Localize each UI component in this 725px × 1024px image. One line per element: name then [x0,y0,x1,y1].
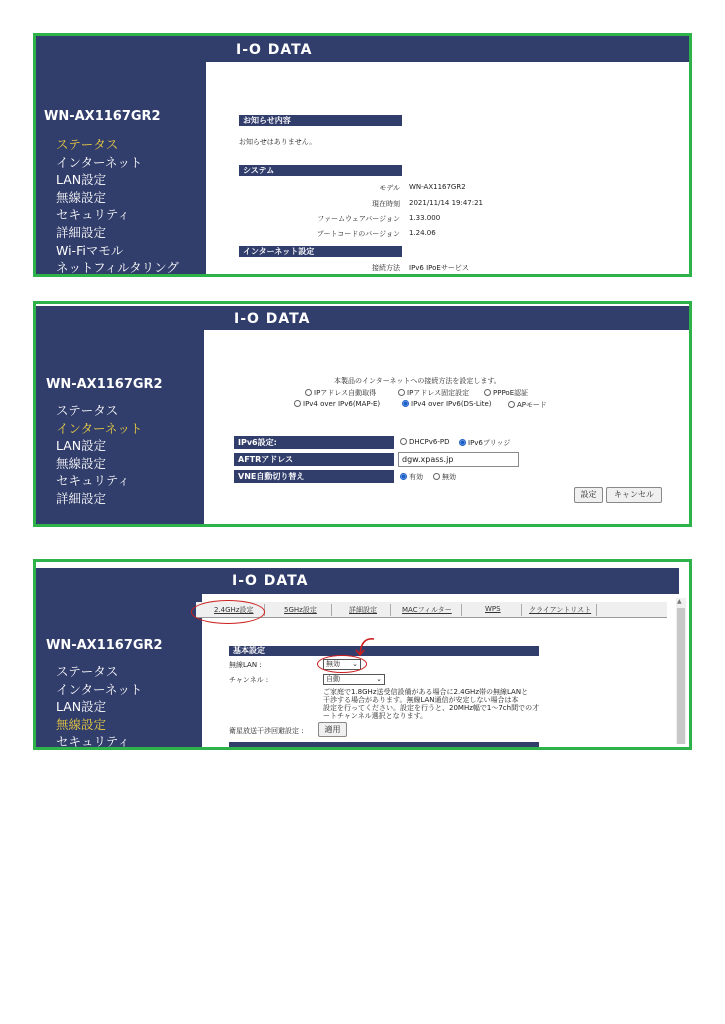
iodata-logo: I-O DATA [234,311,311,327]
wlan-label: 無線LAN : [229,661,262,669]
nav-item-lan[interactable]: LAN設定 [56,699,107,715]
internet-screenshot [33,301,692,527]
tab-24ghz[interactable]: 2.4GHz設定 [214,606,254,614]
intro-text: 本製品のインターネットへの接続方法を設定します。 [334,377,501,385]
nav-item-internet[interactable]: インターネット [56,681,143,697]
nav-item-internet[interactable]: インターネット [56,420,143,436]
model-name: WN-AX1167GR2 [44,109,161,124]
ipv6-option-dhcpv6-pd[interactable]: DHCPv6-PD [400,438,450,446]
nav-item-wireless[interactable]: 無線設定 [56,716,107,732]
nav-item-status[interactable]: ステータス [56,403,119,418]
status-screenshot [33,33,692,277]
chevron-down-icon: ⌄ [376,675,382,683]
note-line-3: 設定を行ってください。設定を行うと、20MHz幅で1〜7ch間での才 [323,704,540,712]
nav-item-internet[interactable]: インターネット [56,154,143,170]
nav-item-lan[interactable]: LAN設定 [56,438,107,454]
iodata-logo: I-O DATA [232,573,309,589]
iodata-logo: I-O DATA [236,42,313,58]
internet-header: インターネット設定 [239,246,402,257]
aftr-input[interactable]: dgw.xpass.jp [398,452,519,467]
notice-text: お知らせはありません。 [239,138,317,146]
cancel-button[interactable]: キャンセル [606,487,662,503]
mode-option-ap[interactable]: APモード [508,400,547,410]
row-label-time: 現在時刻 [372,200,400,208]
note-line-2: 干渉する場合があります。無線LAN通信が安定しない場合は本 [323,696,519,704]
nav-menu [56,663,142,750]
tab-divider [390,604,391,616]
tab-divider [331,604,332,616]
note-line-4: ートチャンネル選択となります。 [323,712,428,720]
mode-option-dhcp[interactable]: IPアドレス自動取得 [305,388,376,398]
row-value-model: WN-AX1167GR2 [409,183,466,191]
mode-option-pppoe[interactable]: PPPoE認証 [484,388,528,398]
tab-wps[interactable]: WPS [485,605,501,613]
nav-item-advanced[interactable]: 詳細設定 [56,490,107,506]
row-label-model: モデル [379,184,400,192]
mode-option-ds-lite[interactable]: IPv4 over IPv6(DS-Lite) [402,400,492,408]
model-name: WN-AX1167GR2 [46,638,163,653]
row-value-bootcode: 1.24.06 [409,229,436,237]
nav-item-status[interactable]: ステータス [56,137,119,152]
system-header: システム [239,165,402,176]
wlan-select[interactable]: 無効 ⌄ [323,659,361,670]
nav-item-security[interactable]: セキュリティ [56,473,130,489]
tab-divider [596,604,597,616]
nav-item-advanced[interactable]: 詳細設定 [56,224,107,240]
nav-menu [56,136,179,277]
wireless-screenshot [33,559,692,750]
channel-select[interactable]: 自動 ⌄ [323,674,385,685]
row-value-firmware: 1.33.000 [409,214,441,222]
note-line-1: ご家庭で1.8GHz送受信設備がある場合に2.4GHz帯の無線LANと [323,688,529,696]
nav-item-status[interactable]: ステータス [56,664,119,679]
tab-divider [521,604,522,616]
interference-label: 衛星放送干渉回避設定 : [229,727,304,735]
tab-5ghz[interactable]: 5GHz設定 [284,606,317,614]
tab-client-list[interactable]: クライアントリスト [529,606,592,614]
tab-advanced[interactable]: 詳細設定 [349,606,377,614]
red-arrow-icon [350,636,378,660]
tab-divider [461,604,462,616]
apply-button[interactable]: 適用 [318,722,347,737]
conn-label: 接続方法 [372,264,400,272]
highlight-circle-tab [191,600,265,624]
notice-header: お知らせ内容 [239,115,402,126]
row-label-bootcode: ブートコードのバージョン [316,230,400,238]
ipv6-label: IPv6設定: [234,436,394,449]
tab-mac-filter[interactable]: MACフィルター [402,606,452,614]
scroll-thumb[interactable] [677,608,685,744]
vne-option-off[interactable]: 無効 [433,472,456,482]
nav-menu [56,402,142,508]
ipv6-option-bridge[interactable]: IPv6ブリッジ [459,438,510,448]
nav-item-security[interactable]: セキュリティ [56,734,130,750]
vne-option-on[interactable]: 有効 [400,472,423,482]
conn-value: IPv6 IPoEサービス [409,264,469,272]
vne-label: VNE自動切り替え [234,470,394,483]
channel-label: チャンネル : [229,676,269,684]
row-value-time: 2021/11/14 19:47:21 [409,199,484,207]
model-name: WN-AX1167GR2 [46,377,163,392]
nav-item-wireless[interactable]: 無線設定 [56,189,107,205]
nav-item-wireless[interactable]: 無線設定 [56,455,107,471]
mode-option-map-e[interactable]: IPv4 over IPv6(MAP-E) [294,400,380,408]
chevron-down-icon: ⌄ [352,660,358,668]
scrollbar[interactable] [676,598,686,744]
nav-item-security[interactable]: セキュリティ [56,207,130,223]
mode-option-static[interactable]: IPアドレス固定設定 [398,388,469,398]
scroll-up-icon[interactable]: ▲ [677,598,682,605]
basic-settings-header: 基本設定 [229,646,539,656]
next-section-header [229,742,539,747]
nav-item-wifi-mamoru[interactable]: Wi-Fiマモル [56,242,124,258]
save-button[interactable]: 設定 [574,487,603,503]
row-label-firmware: ファームウェアバージョン [317,215,400,223]
nav-item-net-filtering[interactable]: ネットフィルタリング [56,260,179,276]
aftr-label: AFTRアドレス [234,453,394,466]
tab-bar [196,602,667,618]
nav-item-lan[interactable]: LAN設定 [56,172,107,188]
